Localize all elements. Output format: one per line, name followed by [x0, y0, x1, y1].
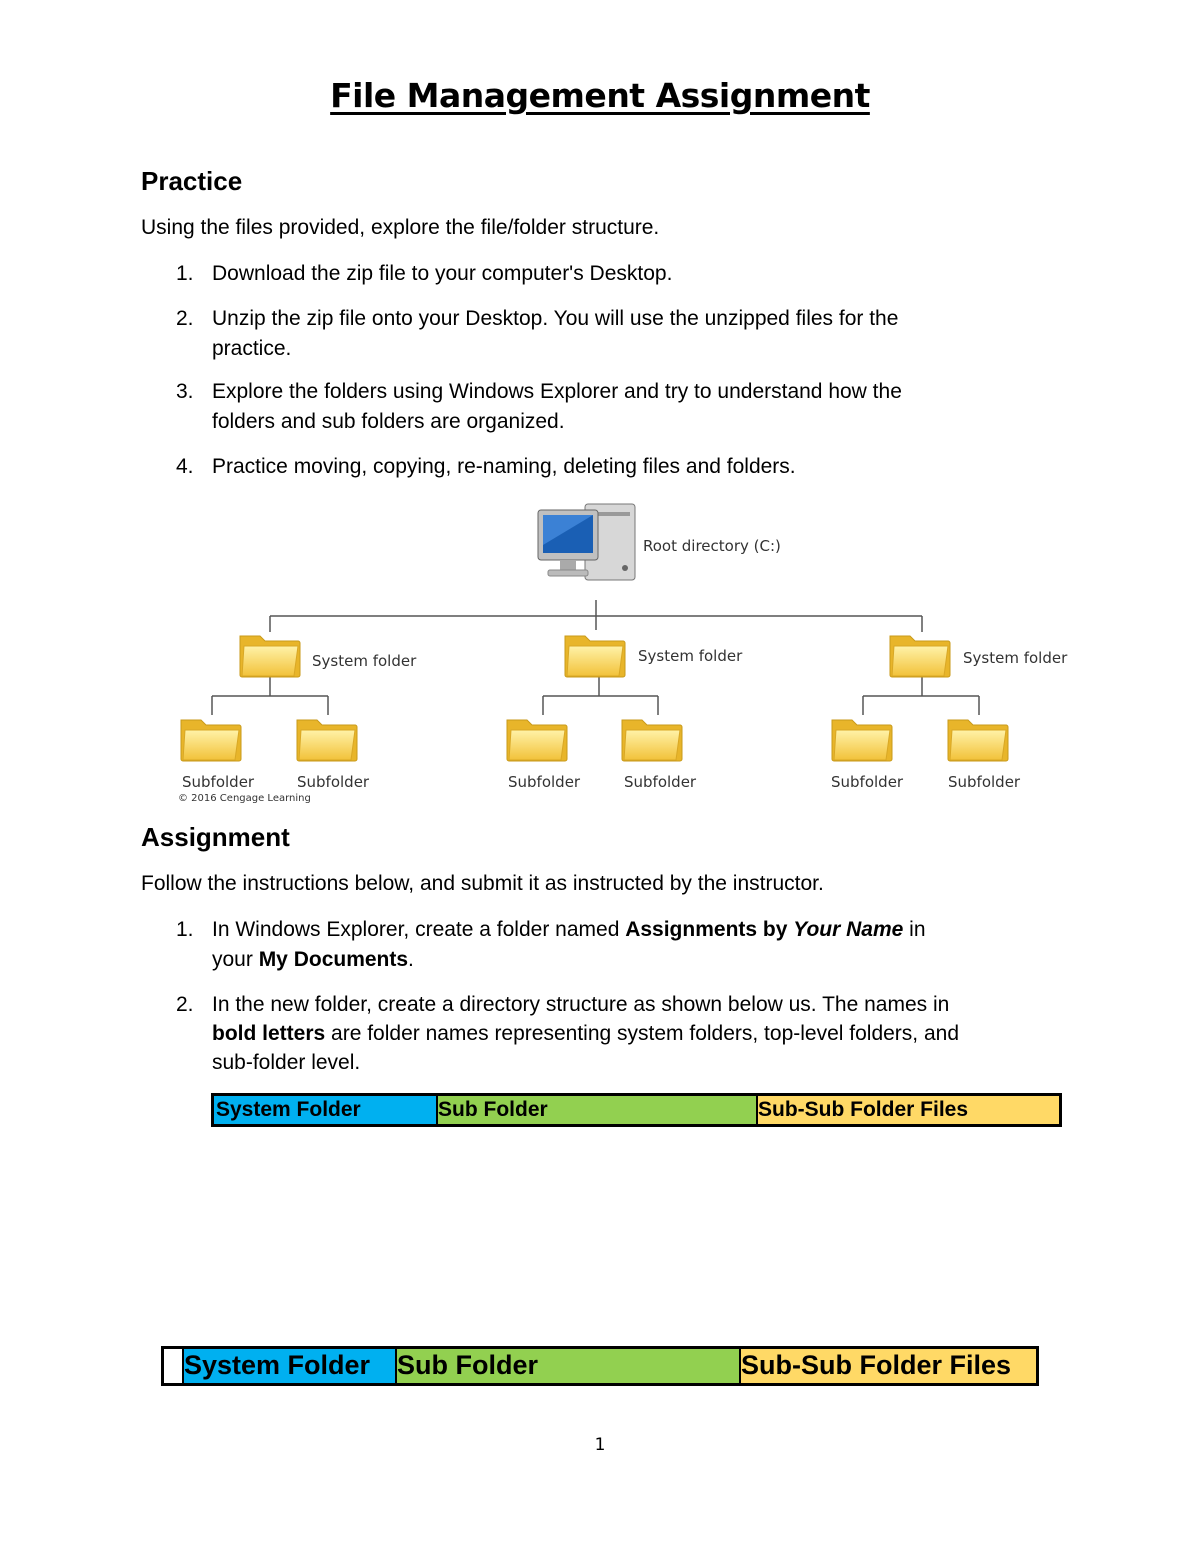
- my-documents-bold: My Documents: [258, 948, 409, 971]
- text-run: in: [903, 918, 926, 941]
- list-text: Explore the folders using Windows Explorer and try to understand how the: [212, 380, 902, 403]
- page-number: 1: [594, 1435, 606, 1455]
- bold-letters-text: bold letters: [212, 1022, 326, 1045]
- system-folder-label: System folder: [963, 649, 1068, 667]
- legend-blank-cell: [164, 1349, 182, 1383]
- root-directory-label: Root directory (C:): [643, 537, 781, 555]
- list-text: Practice moving, copying, re-naming, deleting files and folders.: [212, 455, 796, 478]
- text-run: your: [212, 948, 259, 971]
- list-text: Download the zip file to your computer's Desktop.: [212, 262, 673, 285]
- copyright-text: © 2016 Cengage Learning: [178, 793, 311, 804]
- folder-name-bold: Assignments by: [625, 918, 794, 941]
- practice-heading: Practice: [141, 166, 243, 196]
- legend-sub-sub-files: Sub-Sub Folder Files: [739, 1349, 1036, 1383]
- folder-icon: [297, 720, 357, 761]
- computer-icon: [538, 504, 635, 580]
- legend-system-folder: System Folder: [214, 1096, 436, 1124]
- list-text: In the new folder, create a directory structure as shown below us. The names in: [212, 993, 950, 1016]
- subfolder-label: Subfolder: [831, 773, 904, 791]
- subfolder-label: Subfolder: [948, 773, 1021, 791]
- folder-icon: [240, 636, 300, 677]
- assignment-intro: Follow the instructions below, and submit it as instructed by the instructor.: [141, 872, 824, 895]
- list-number: 1.: [176, 262, 194, 285]
- legend-bar: [211, 1093, 1062, 1127]
- list-number: 4.: [176, 455, 194, 478]
- subfolder-label: Subfolder: [624, 773, 697, 791]
- folder-icon: [181, 720, 241, 761]
- folder-icon: [948, 720, 1008, 761]
- practice-intro: Using the files provided, explore the file/folder structure.: [141, 216, 660, 239]
- list-text: [212, 915, 1072, 945]
- list-number: 1.: [176, 918, 194, 941]
- folder-icon: [507, 720, 567, 761]
- list-number: 2.: [176, 993, 194, 1016]
- subfolder-label: Subfolder: [297, 773, 370, 791]
- text-run: .: [408, 948, 414, 971]
- folder-icon: [565, 636, 625, 677]
- legend-sub-folder: Sub Folder: [395, 1349, 739, 1383]
- list-text-cont: sub-folder level.: [212, 1051, 361, 1074]
- assignment-heading: Assignment: [141, 822, 290, 852]
- list-text-cont: [212, 945, 1072, 975]
- folder-icon: [832, 720, 892, 761]
- folder-hierarchy-diagram: [170, 500, 1070, 810]
- subfolder-label: Subfolder: [182, 773, 255, 791]
- list-text-cont: practice.: [212, 337, 292, 360]
- legend-system-folder: System Folder: [182, 1349, 395, 1383]
- folder-icon: [622, 720, 682, 761]
- list-number: 3.: [176, 380, 194, 403]
- list-text-cont: folders and sub folders are organized.: [212, 410, 565, 433]
- system-folder-label: System folder: [312, 652, 417, 670]
- folder-icon: [890, 636, 950, 677]
- list-text: Unzip the zip file onto your Desktop. You will use the unzipped files for the: [212, 307, 899, 330]
- list-number: 2.: [176, 307, 194, 330]
- subfolder-label: Subfolder: [508, 773, 581, 791]
- document-title: File Management Assignment: [330, 76, 870, 115]
- system-folder-label: System folder: [638, 647, 743, 665]
- text-run: are folder names representing system folders, top-level folders, and: [325, 1022, 960, 1045]
- legend-sub-sub-files: Sub-Sub Folder Files: [756, 1096, 1059, 1124]
- text-run: In Windows Explorer, create a folder named: [212, 918, 626, 941]
- legend-bar-large: [161, 1346, 1039, 1386]
- your-name-bold-italic: Your Name: [793, 918, 904, 941]
- legend-sub-folder: Sub Folder: [436, 1096, 756, 1124]
- list-text-cont: [212, 1019, 1072, 1049]
